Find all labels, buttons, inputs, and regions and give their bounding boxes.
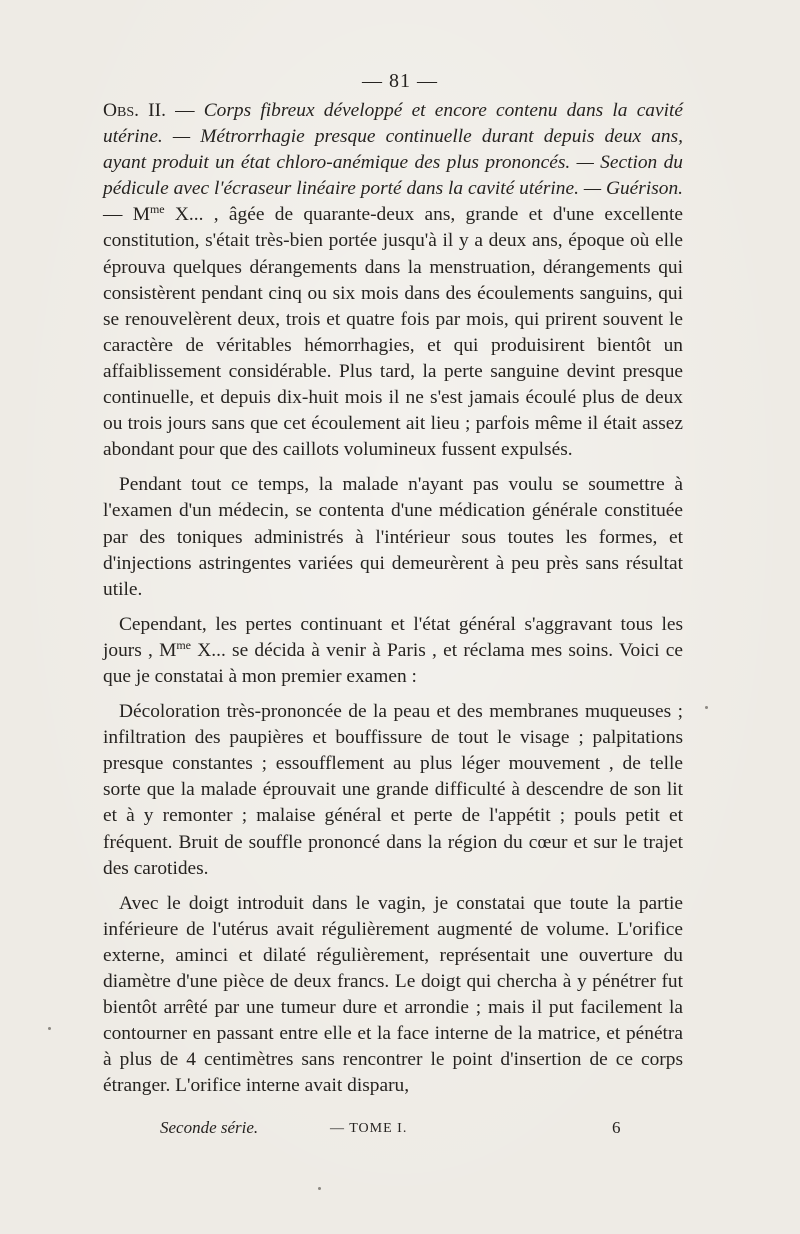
observation-label: Obs. II. bbox=[103, 100, 166, 121]
paragraph-observation bbox=[103, 98, 683, 463]
paragraph-text: X... , âgée de quarante-deux ans, grande et d'une excellente constitution, s'était très-bien portée jusqu'à il y a deux ans, époque où elle éprouva quelques dérangements dans la menstruation, dérangements qui consistèrent pendant cinq ou six mois dans des écoulements sanguins, qui se renouvelèrent deux, trois et quatre fois par mois, qui prirent souvent le caractère de véritables hémorrhagies, et qui produisirent bientôt un affaiblissement considérable. Plus tard, la perte sanguine devint presque continuelle, et depuis dix-huit mois il ne s'est jamais écoulé plus de deux ou trois jours sans que cet écoulement ait lieu ; parfois même il était assez abondant pour que des caillots volumineux fussent expulsés. bbox=[103, 204, 683, 461]
paragraph-3 bbox=[103, 612, 683, 690]
observation-summary: Corps fibreux développé et encore contenu dans la cavité utérine. — Métrorrhagie presque continuelle durant depuis deux ans, ayant produit un état chloro-anémique des plus prononcés. — Section du pédicule avec l'écraseur linéaire porté dans la cavité utérine. — Guérison. bbox=[103, 100, 683, 200]
honorific: M bbox=[132, 204, 150, 226]
footer-series: Seconde série. bbox=[160, 1118, 259, 1137]
paper-speck bbox=[705, 706, 708, 709]
paragraph-text: Cependant, les pertes continuant et l'état général s'aggravant tous les jours , M bbox=[103, 613, 683, 661]
dash: — bbox=[103, 204, 133, 226]
honorific-superscript: me bbox=[176, 637, 192, 652]
dash: — bbox=[165, 100, 204, 121]
paragraph-2: Pendant tout ce temps, la malade n'ayant pas voulu se soumettre à l'examen d'un médecin, se contenta d'une médication générale constituée par des toniques administrés à l'intérieur sous toutes les formes, et d'injections astringentes variées qui demeurèrent à peu près sans résultat utile. bbox=[103, 474, 683, 600]
paragraph-4: Décoloration très-prononcée de la peau et des membranes muqueuses ; infiltration des paupières et bouffissure de tout le visage ; palpitations presque constantes ; essoufflement au plus léger mouvement , de telle sorte que la malade éprouvait une grande difficulté à descendre de son lit et à y remonter ; malaise général et perte de l'appétit ; pouls petit et fréquent. Bruit de souffle prononcé dans la région du cœur et sur le trajet des carotides. bbox=[103, 701, 683, 879]
body-text bbox=[103, 98, 683, 1099]
footer-signature-mark: 6 bbox=[612, 1118, 621, 1137]
page-footer bbox=[0, 1118, 800, 1142]
footer-volume: — TOME I. bbox=[330, 1121, 408, 1136]
paper-speck bbox=[318, 1187, 321, 1190]
paper-speck bbox=[48, 1027, 51, 1030]
paragraph-text: X... se décida à venir à Paris , et réclama mes soins. Voici ce que je constatai à mon premier examen : bbox=[103, 639, 683, 687]
honorific-superscript: me bbox=[149, 202, 165, 217]
paragraph-5: Avec le doigt introduit dans le vagin, je constatai que toute la partie inférieure de l'utérus avait régulièrement augmenté de volume. L'orifice externe, aminci et dilaté régulièrement, représentait une ouverture du diamètre d'une pièce de deux francs. Le doigt qui chercha à y pénétrer fut bientôt arrêté par une tumeur dure et arrondie ; mais il put facilement la contourner en passant entre elle et la face interne de la matrice, et pénétra à plus de 4 centimètres sans rencontrer le point d'insertion de ce corps étranger. L'orifice interne avait disparu, bbox=[103, 892, 683, 1097]
page-number: — 81 — bbox=[362, 70, 438, 92]
